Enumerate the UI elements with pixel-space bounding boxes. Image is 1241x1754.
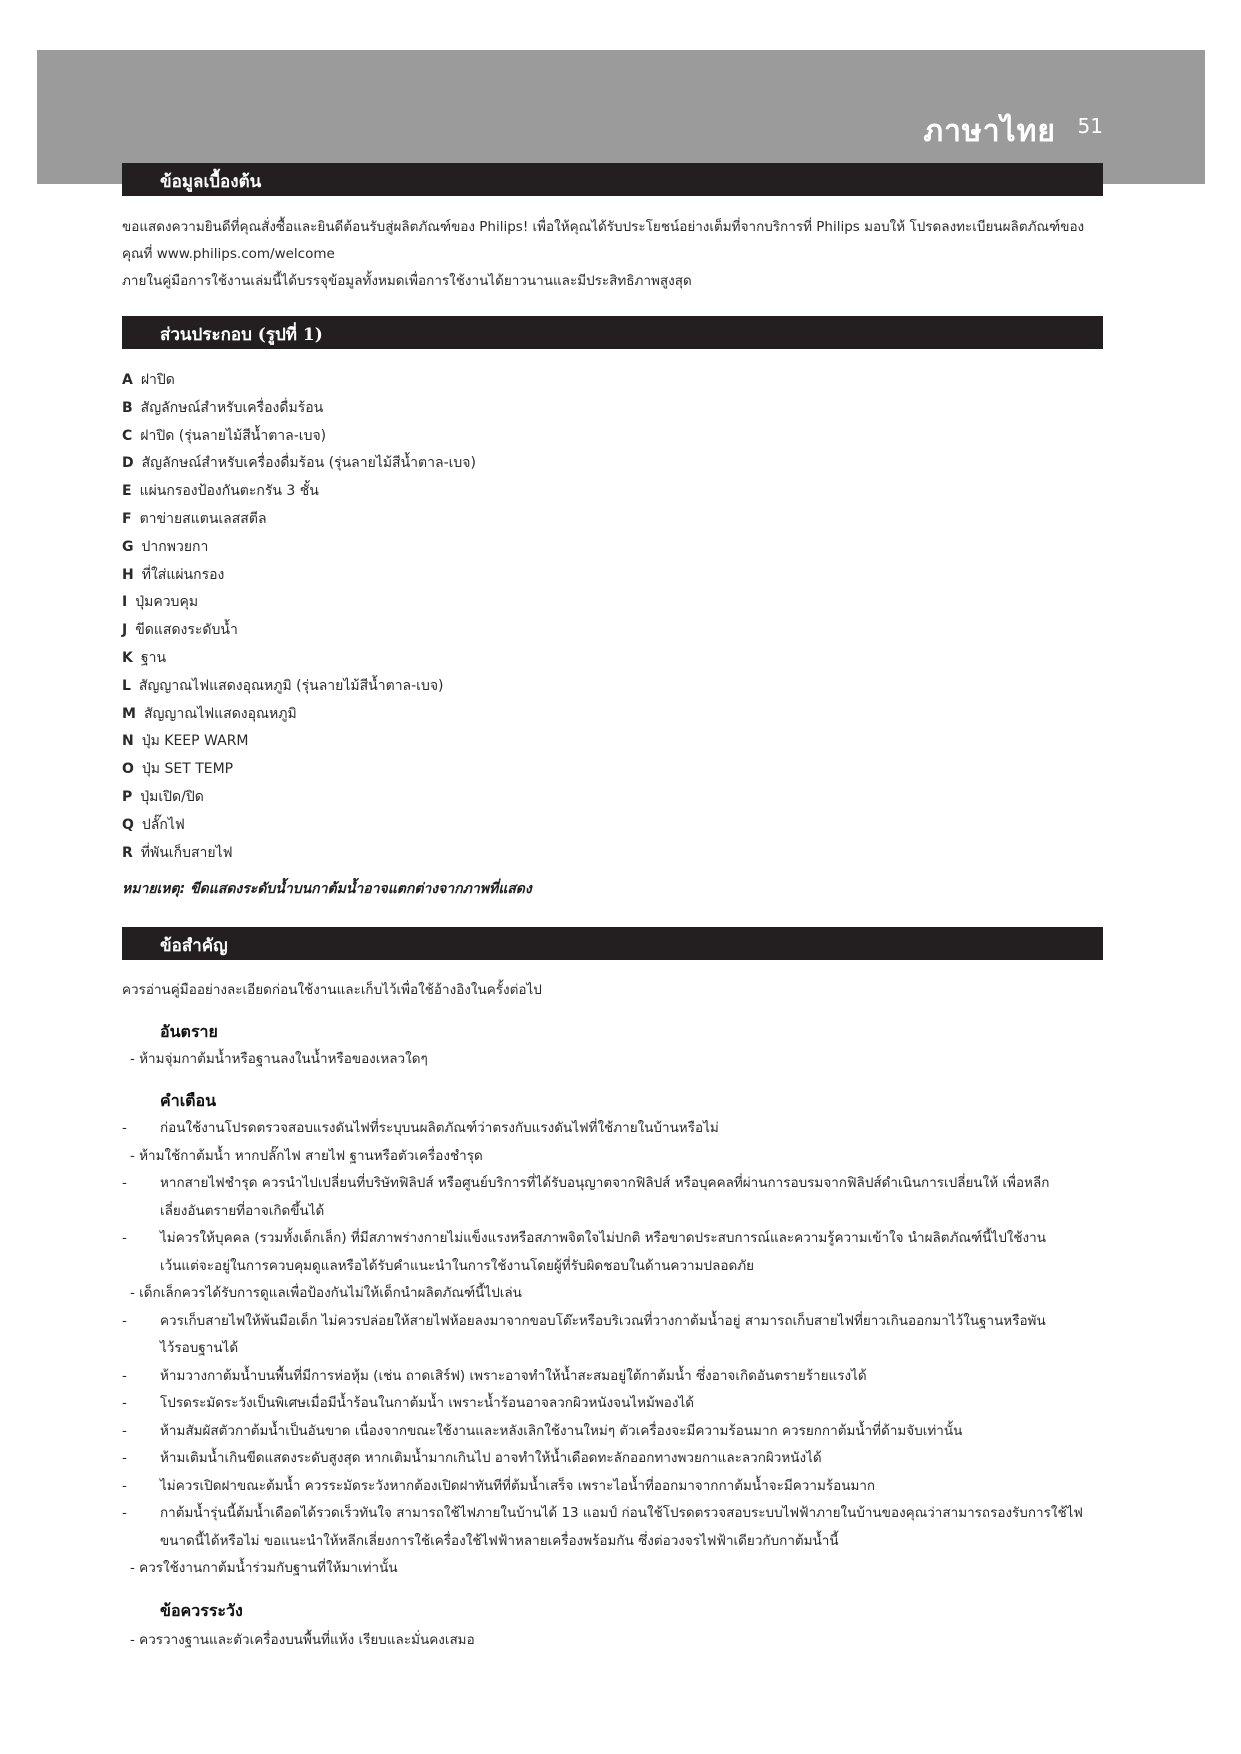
part-letter: H bbox=[122, 566, 134, 583]
part-letter: K bbox=[122, 649, 133, 666]
page-language-title: ภาษาไทย bbox=[923, 114, 1056, 149]
part-label: สัญญาณไฟแสดงอุณหภูมิ (รุ่นลายไม้สีน้ำตาล-เบจ) bbox=[138, 677, 444, 694]
section-heading-important bbox=[122, 927, 1103, 960]
intro-text bbox=[122, 214, 1084, 295]
warning-item bbox=[122, 1390, 1083, 1418]
warning-item-continuation bbox=[122, 1198, 1083, 1226]
danger-list bbox=[122, 1046, 428, 1074]
part-letter: C bbox=[122, 427, 133, 444]
warning-item-continuation bbox=[122, 1528, 1083, 1556]
warning-item-text: หากสายไฟชำรุด ควรนำไปเปลี่ยนที่บริษัทฟิลิปส์ หรือศูนย์บริการที่ได้รับอนุญาตจากฟิลิปส์ หรือบุคคลที่ผ่านการอบรมจากฟิลิปส์ดำเนินการเปลี่ยนให้ เพื่อหลีก bbox=[160, 1175, 1050, 1191]
part-letter: I bbox=[122, 594, 128, 611]
bullet-dash: - bbox=[122, 1422, 127, 1439]
section-heading-important-text: ข้อสำคัญ bbox=[160, 936, 228, 956]
warning-item-text: ขนาดนี้ได้หรือไม่ ขอแนะนำให้หลีกเลี่ยงการใช้เครื่องใช้ไฟฟ้าหลายเครื่องพร้อมกัน ซึ่งต่อวงจรไฟฟ้าเดียวกับกาต้มน้ำนี้ bbox=[160, 1532, 839, 1549]
warning-item-text: ไม่ควรเปิดฝาขณะต้มน้ำ ควรระมัดระวังหากต้องเปิดฝาทันทีที่ต้มน้ำเสร็จ เพราะไอน้ำที่ออกมาจากกาต้มน้ำจะมีความร้อนมาก bbox=[160, 1477, 876, 1494]
warning-item bbox=[122, 1445, 1083, 1473]
part-item bbox=[122, 562, 476, 590]
parts-list bbox=[122, 367, 476, 867]
warning-item bbox=[122, 1308, 1083, 1336]
part-label: ฝาปิด (รุ่นลายไม้สีน้ำตาล-เบจ) bbox=[140, 427, 327, 444]
part-label: ปุ่มควบคุม bbox=[135, 594, 199, 611]
part-letter: F bbox=[122, 510, 132, 527]
warning-item-text: ห้ามวางกาต้มน้ำบนพื้นที่มีการห่อหุ้ม (เช่น ถาดเสิร์ฟ) เพราะอาจทำให้น้ำสะสมอยู่ใต้กาต้มน้ำ ซึ่งอาจเกิดอันตรายร้ายแรงได้ bbox=[160, 1367, 867, 1384]
part-label: ปุ่มเปิด/ปิด bbox=[140, 788, 204, 805]
part-label: ที่พันเก็บสายไฟ bbox=[140, 844, 233, 861]
section-heading-intro-text: ข้อมูลเบื้องต้น bbox=[160, 172, 262, 192]
bullet-dash: - bbox=[122, 1395, 127, 1411]
part-letter: M bbox=[122, 705, 136, 722]
warning-item-text: ควรเก็บสายไฟให้พ้นมือเด็ก ไม่ควรปล่อยให้สายไฟห้อยลงมาจากขอบโต๊ะหรือบริเวณที่วางกาต้มน้ำอยู่ สามารถเก็บสายไฟที่ยาวเกินออกมาไว้ในฐานหรือพัน bbox=[160, 1312, 1046, 1329]
warning-item-text: กาต้มน้ำรุ่นนี้ต้มน้ำเดือดได้รวดเร็วทันใจ สามารถใช้ไฟภายในบ้านได้ 13 แอมป์ ก่อนใช้โปรดตรวจสอบระบบไฟฟ้าภายในบ้านของคุณว่าสามารถรองรับการใช้ไฟ bbox=[160, 1505, 1083, 1521]
warning-item-text: เลี่ยงอันตรายที่อาจเกิดขึ้นได้ bbox=[160, 1202, 325, 1219]
warning-item-text: - ควรใช้งานกาต้มน้ำร่วมกับฐานที่ให้มาเท่านั้น bbox=[130, 1560, 398, 1576]
part-label: แผ่นกรองป้องกันตะกรัน 3 ชั้น bbox=[139, 483, 319, 500]
warning-item bbox=[122, 1473, 1083, 1501]
part-letter: R bbox=[122, 844, 133, 861]
warning-item-text: เว้นแต่จะอยู่ในการควบคุมดูแลหรือได้รับคำแนะนำในการใช้งานโดยผู้ที่รับผิดชอบในด้านความปลอดภัย bbox=[160, 1257, 755, 1274]
warning-item bbox=[122, 1143, 1083, 1171]
warning-item-text: - ห้ามใช้กาต้มน้ำ หากปลั๊กไฟ สายไฟ ฐานหรือตัวเครื่องชำรุด bbox=[130, 1147, 483, 1164]
warning-list bbox=[122, 1115, 1083, 1583]
part-letter: B bbox=[122, 399, 133, 416]
warning-item bbox=[122, 1363, 1083, 1391]
bullet-dash: - bbox=[122, 1230, 127, 1246]
part-letter: E bbox=[122, 483, 132, 500]
warning-item-text: ไว้รอบฐานได้ bbox=[160, 1340, 239, 1356]
warning-item bbox=[122, 1225, 1083, 1253]
intro-line: ภายในคู่มือการใช้งานเล่มนี้ได้บรรจุข้อมูลทั้งหมดเพื่อการใช้งานได้ยาวนานและมีประสิทธิภาพสูงสุด bbox=[122, 273, 692, 289]
warning-item bbox=[122, 1170, 1083, 1198]
part-label: ฐาน bbox=[140, 649, 167, 666]
part-item bbox=[122, 395, 476, 423]
part-item bbox=[122, 840, 476, 868]
warning-heading: คำเตือน bbox=[160, 1091, 217, 1110]
part-item bbox=[122, 534, 476, 562]
part-item bbox=[122, 645, 476, 673]
warning-item-continuation bbox=[122, 1253, 1083, 1281]
part-item bbox=[122, 589, 476, 617]
part-item bbox=[122, 728, 476, 756]
part-item bbox=[122, 756, 476, 784]
bullet-dash: - bbox=[122, 1505, 127, 1521]
warning-item-continuation bbox=[122, 1335, 1083, 1363]
part-item bbox=[122, 673, 476, 701]
part-label: ที่ใส่แผ่นกรอง bbox=[141, 566, 225, 583]
part-label: ปากพวยกา bbox=[141, 538, 209, 555]
part-letter: G bbox=[122, 538, 134, 555]
part-label: ปุ่ม SET TEMP bbox=[141, 761, 234, 778]
warning-item bbox=[122, 1500, 1083, 1528]
section-heading-intro bbox=[122, 163, 1103, 196]
caution-item: - ควรวางฐานและตัวเครื่องบนพื้นที่แห้ง เรียบและมั่นคงเสมอ bbox=[130, 1632, 475, 1648]
warning-item-text: ห้ามสัมผัสตัวกาต้มน้ำเป็นอันขาด เนื่องจากขณะใช้งานและหลังเลิกใช้งานใหม่ๆ ตัวเครื่องจะมีความร้อนมาก ควรยกกาต้มน้ำที่ด้ามจับเท่านั้น bbox=[160, 1422, 963, 1439]
part-letter: Q bbox=[122, 816, 134, 833]
caution-list bbox=[122, 1627, 475, 1655]
bullet-dash: - bbox=[122, 1312, 127, 1329]
caution-heading: ข้อควรระวัง bbox=[160, 1601, 243, 1620]
warning-item bbox=[122, 1555, 1083, 1583]
part-letter: N bbox=[122, 733, 134, 750]
part-label: ตาข่ายสแตนเลสสตีล bbox=[139, 510, 267, 527]
part-item bbox=[122, 812, 476, 840]
intro-line: ขอแสดงความยินดีที่คุณสั่งซื้อและยินดีต้อนรับสู่ผลิตภัณฑ์ของ Philips! เพื่อให้คุณได้รับประโยชน์อย่างเต็มที่จากบริการที่ Philips มอบให้ โปรดลงทะเบียนผลิตภัณฑ์ของ bbox=[122, 219, 1085, 235]
warning-item-text: โปรดระมัดระวังเป็นพิเศษเมื่อมีน้ำร้อนในกาต้มน้ำ เพราะน้ำร้อนอาจลวกผิวหนังจนไหม้พองได้ bbox=[160, 1395, 695, 1411]
part-letter: P bbox=[122, 788, 133, 805]
bullet-dash: - bbox=[122, 1367, 127, 1384]
part-item bbox=[122, 617, 476, 645]
section-heading-parts bbox=[122, 316, 1103, 349]
parts-note: หมายเหตุ: ขีดแสดงระดับน้ำบนกาต้มน้ำอาจแตกต่างจากภาพที่แสดง bbox=[122, 881, 532, 897]
part-label: สัญลักษณ์สำหรับเครื่องดื่มร้อน bbox=[140, 399, 324, 416]
danger-heading: อันตราย bbox=[160, 1022, 218, 1041]
bullet-dash: - bbox=[122, 1120, 127, 1136]
part-letter: A bbox=[122, 372, 133, 388]
page-number: 51 bbox=[1077, 114, 1103, 138]
danger-item: - ห้ามจุ่มกาต้มน้ำหรือฐานลงในน้ำหรือของเหลวใดๆ bbox=[130, 1051, 428, 1067]
part-item bbox=[122, 701, 476, 729]
bullet-dash: - bbox=[122, 1477, 127, 1494]
part-item bbox=[122, 478, 476, 506]
part-item bbox=[122, 506, 476, 534]
warning-item-text: ห้ามเติมน้ำเกินขีดแสดงระดับสูงสุด หากเติมน้ำมากเกินไป อาจทำให้น้ำเดือดทะลักออกทางพวยกาและลวกผิวหนังได้ bbox=[160, 1450, 822, 1466]
part-label: ฝาปิด bbox=[140, 372, 175, 388]
warning-item bbox=[122, 1280, 1083, 1308]
part-letter: J bbox=[122, 622, 128, 639]
warning-item-text: ก่อนใช้งานโปรดตรวจสอบแรงดันไฟที่ระบุบนผลิตภัณฑ์ว่าตรงกับแรงดันไฟที่ใช้ภายในบ้านหรือไม่ bbox=[160, 1120, 719, 1136]
warning-item bbox=[122, 1115, 1083, 1143]
warning-item bbox=[122, 1418, 1083, 1446]
part-letter: D bbox=[122, 455, 134, 472]
part-letter: O bbox=[122, 761, 134, 778]
bullet-dash: - bbox=[122, 1175, 127, 1191]
bullet-dash: - bbox=[122, 1450, 127, 1466]
intro-line: คุณที่ www.philips.com/welcome bbox=[122, 246, 335, 262]
part-item bbox=[122, 423, 476, 451]
important-intro: ควรอ่านคู่มืออย่างละเอียดก่อนใช้งานและเก็บไว้เพื่อใช้อ้างอิงในครั้งต่อไป bbox=[122, 982, 542, 998]
section-heading-parts-text: ส่วนประกอบ (รูปที่ 1) bbox=[160, 325, 323, 345]
part-label: สัญลักษณ์สำหรับเครื่องดื่มร้อน (รุ่นลายไม้สีน้ำตาล-เบจ) bbox=[141, 455, 476, 472]
part-label: สัญญาณไฟแสดงอุณหภูมิ bbox=[143, 705, 297, 722]
part-label: ขีดแสดงระดับน้ำ bbox=[135, 622, 238, 639]
warning-item-text: - เด็กเล็กควรได้รับการดูแลเพื่อป้องกันไม่ให้เด็กนำผลิตภัณฑ์นี้ไปเล่น bbox=[130, 1285, 522, 1301]
part-label: ปุ่ม KEEP WARM bbox=[141, 733, 249, 750]
warning-item-text: ไม่ควรให้บุคคล (รวมทั้งเด็กเล็ก) ที่มีสภาพร่างกายไม่แข็งแรงหรือสภาพจิตใจไม่ปกติ หรือขาดประสบการณ์และความรู้ความเข้าใจ นำผลิตภัณฑ์นี้ไปใช้งาน bbox=[160, 1230, 1046, 1246]
part-label: ปลั๊กไฟ bbox=[141, 816, 185, 833]
part-item bbox=[122, 367, 476, 395]
part-item bbox=[122, 784, 476, 812]
part-item bbox=[122, 450, 476, 478]
part-letter: L bbox=[122, 677, 131, 694]
